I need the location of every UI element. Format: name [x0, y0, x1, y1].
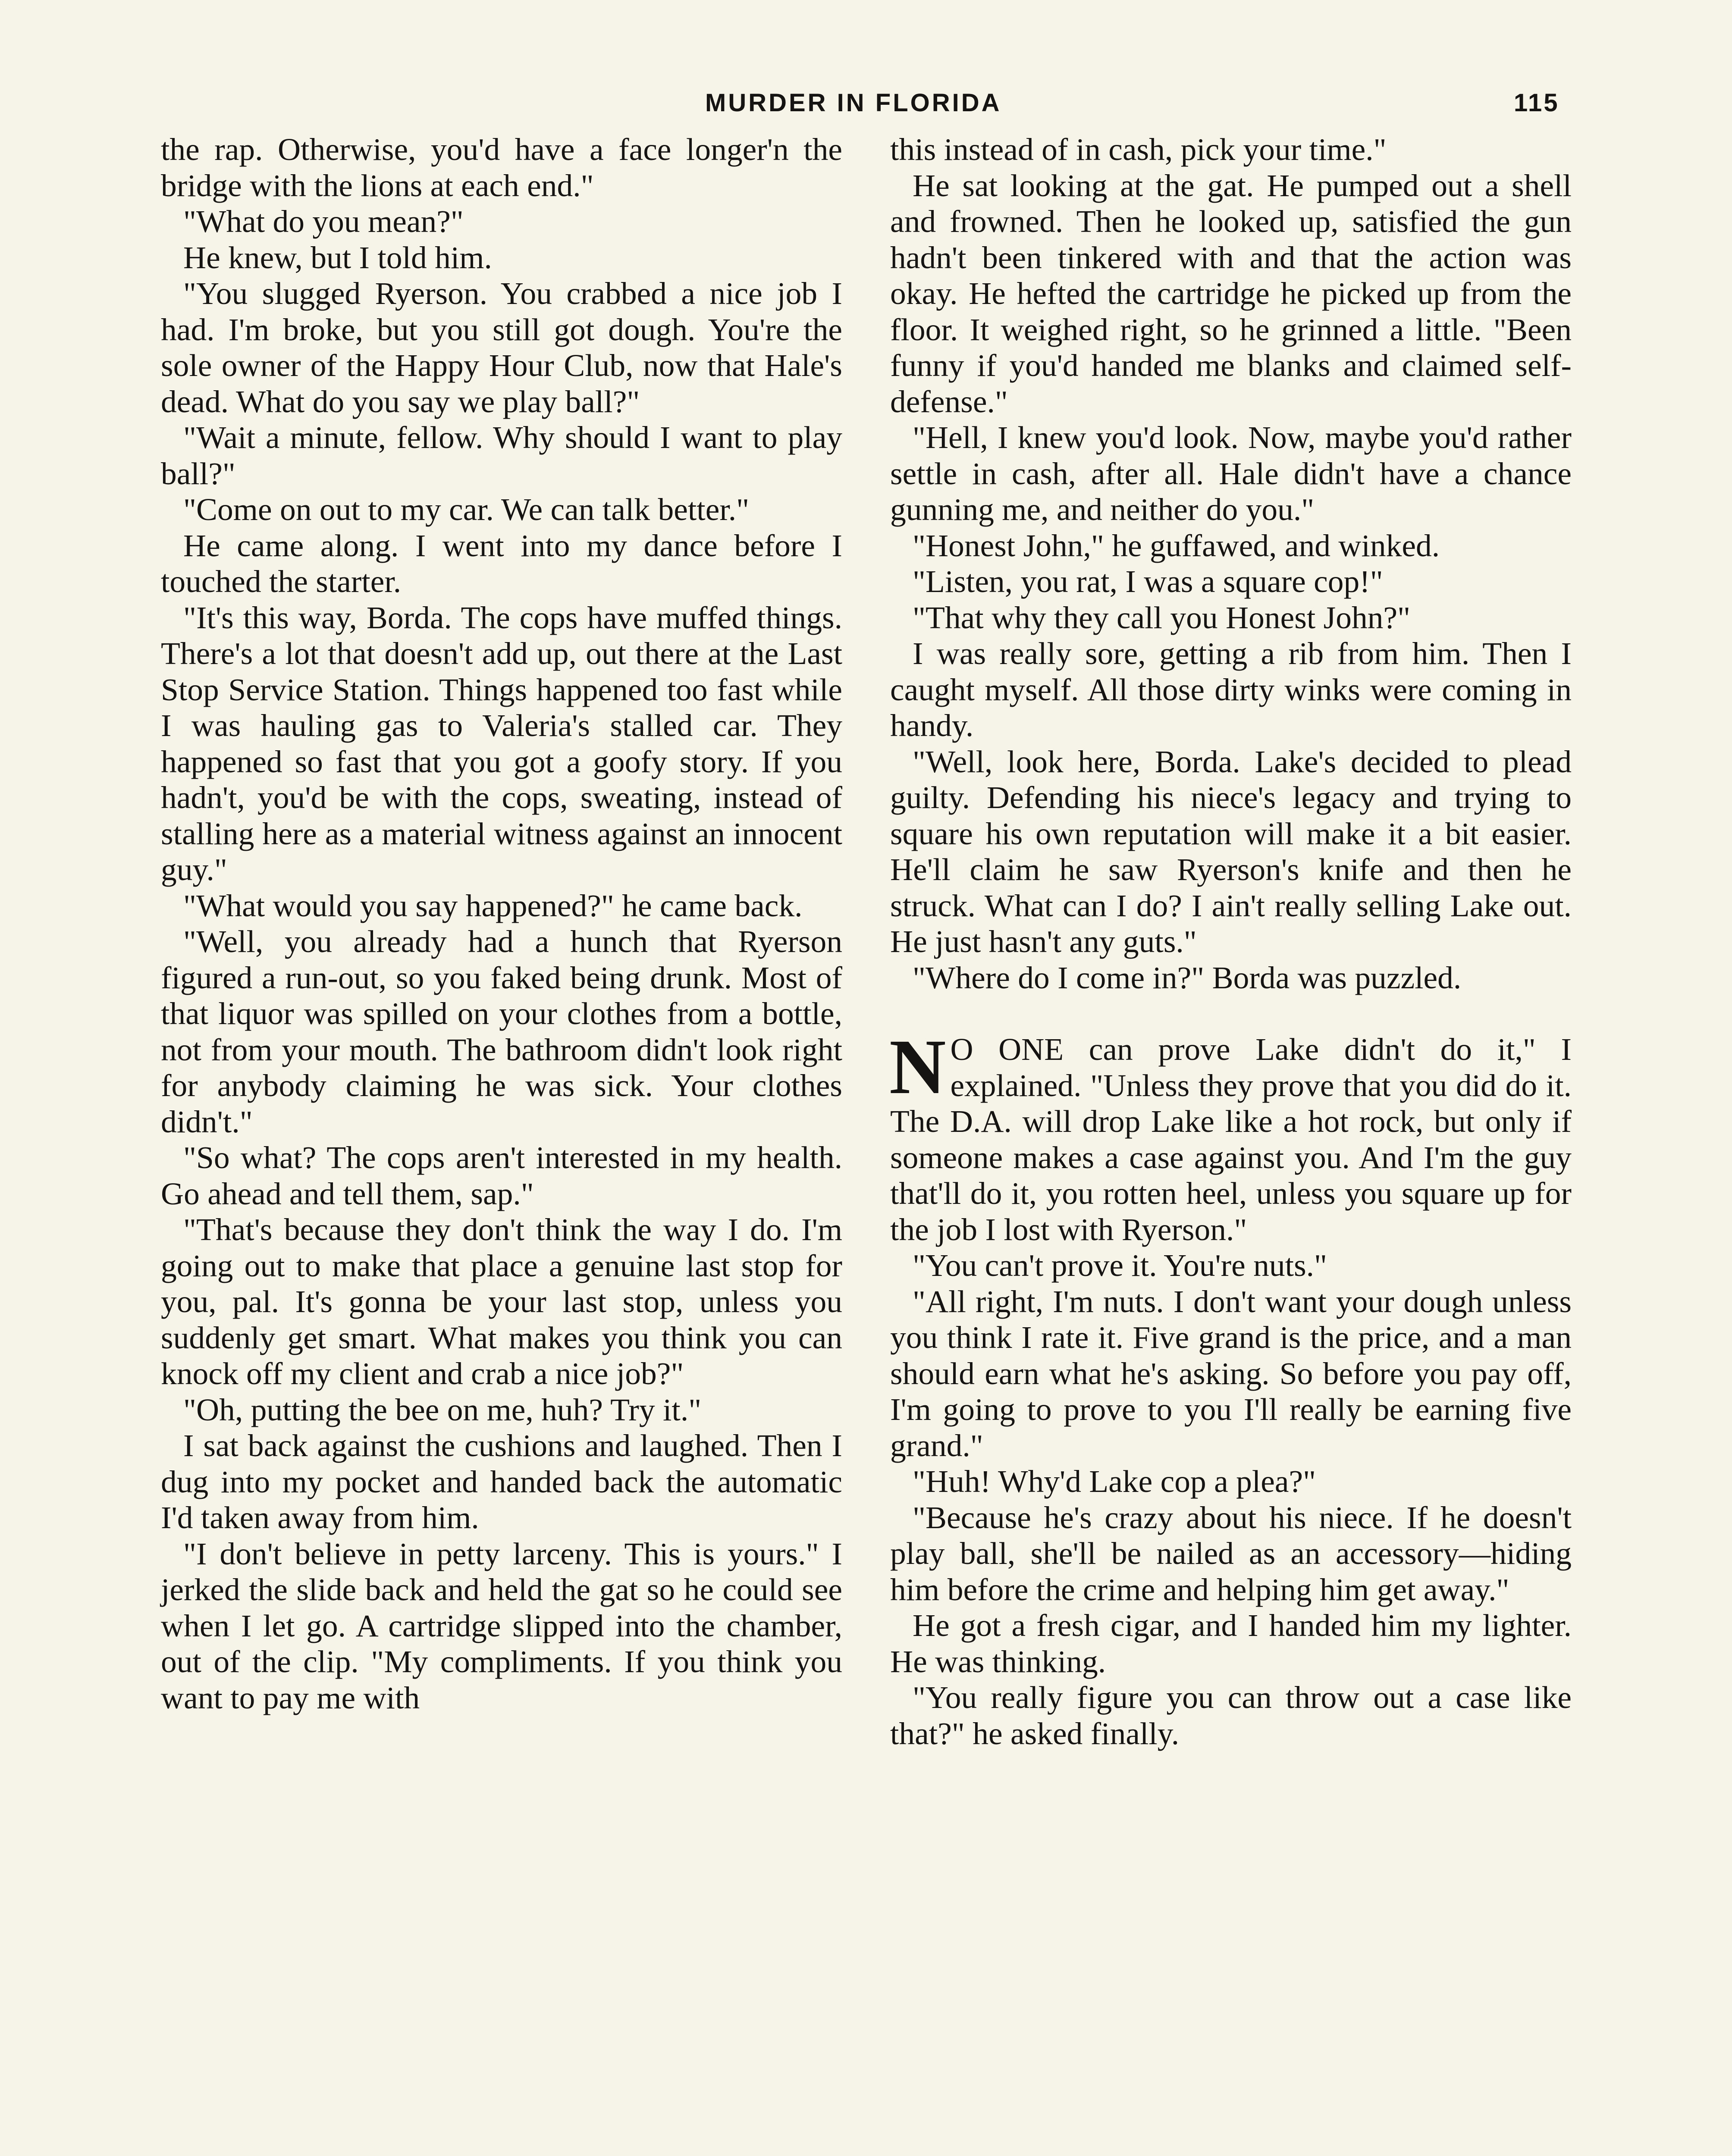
- paragraph: "You slugged Ryerson. You crabbed a nice job I had. I'm broke, but you still got dough. You're the sole owner of the Happy Hour Club, now that Hale's dead. What do you say we play ball?": [161, 276, 842, 419]
- section-opening-paragraph: [889, 1024, 1572, 1247]
- paragraph: "Because he's crazy about his niece. If he doesn't play ball, she'll be nailed as an accessory—hiding him before the crime and helping him get away.": [890, 1500, 1572, 1607]
- paragraph: "You can't prove it. You're nuts.": [913, 1248, 1327, 1283]
- paragraph-text: O ONE can prove Lake didn't do it," I explained. "Unless they prove that you did do it. The D.A. will drop Lake like a hot rock, but only if someone makes a case against you. And I'm the guy that'll do it, you rotten heel, unless you square up for the job I lost with Ryerson.": [890, 1032, 1572, 1247]
- paragraph: I sat back against the cushions and laughed. Then I dug into my pocket and handed back the automatic I'd taken away from him.: [161, 1428, 842, 1535]
- paragraph: "Listen, you rat, I was a square cop!": [913, 564, 1383, 599]
- page-number: 115: [1514, 89, 1559, 117]
- paragraph: "It's this way, Borda. The cops have muffed things. There's a lot that doesn't add up, out there at the Last Stop Service Station. Things happened too fast while I was hauling gas to Valeria's stalled car. They happened so fast that you got a goofy story. If you hadn't, you'd be with the cops, sweating, instead of stalling here as a material witness against an innocent guy.": [161, 600, 842, 887]
- paragraph: He sat looking at the gat. He pumped out a shell and frowned. Then he looked up, satisfied the gun hadn't been tinkered with and that the action was okay. He hefted the cartridge he picked up from the floor. It weighed right, so he grinned a little. "Been funny if you'd handed me blanks and claimed self-defense.": [890, 168, 1572, 419]
- paragraph: "I don't believe in petty larceny. This is yours." I jerked the slide back and held the gat so he could see when I let go. A cartridge slipped into the chamber, out of the clip. "My compliments. If you think you want to pay me with: [161, 1536, 842, 1715]
- paragraph: "Well, you already had a hunch that Ryerson figured a run-out, so you faked being drunk. Most of that liquor was spilled on your clothes from a bottle, not from your mouth. The bathroom didn't look right for anybody claiming he was sick. Your clothes didn't.": [161, 924, 842, 1139]
- paragraph: "Come on out to my car. We can talk better.": [183, 492, 750, 527]
- paragraph: "You really figure you can throw out a case like that?" he asked finally.: [890, 1680, 1572, 1751]
- paragraph: He came along. I went into my dance before I touched the starter.: [161, 528, 842, 599]
- paragraph: "What would you say happened?" he came back.: [183, 888, 803, 923]
- paragraph: this instead of in cash, pick your time.": [890, 132, 1387, 167]
- paragraph: He got a fresh cigar, and I handed him my lighter. He was thinking.: [890, 1608, 1572, 1679]
- paragraph: "Huh! Why'd Lake cop a plea?": [913, 1464, 1316, 1499]
- paragraph: "Well, look here, Borda. Lake's decided to plead guilty. Defending his niece's legacy and trying to square his own reputation will make it a bit easier. He'll claim he saw Ryerson's knife and then he struck. What can I do? I ain't really selling Lake out. He just hasn't any guts.": [890, 744, 1572, 959]
- paragraph: "All right, I'm nuts. I don't want your dough unless you think I rate it. Five grand is the price, and a man should earn what he's asking. So before you pay off, I'm going to prove to you I'll really be earning five grand.": [890, 1284, 1572, 1463]
- paragraph: "That why they call you Honest John?": [913, 600, 1411, 635]
- running-title: MURDER IN FLORIDA: [705, 89, 1002, 117]
- paragraph: "Where do I come in?" Borda was puzzled.: [913, 960, 1462, 995]
- paragraph: "What do you mean?": [183, 204, 464, 239]
- paragraph: He knew, but I told him.: [183, 240, 492, 275]
- left-column: [161, 132, 842, 1716]
- paragraph: "So what? The cops aren't interested in my health. Go ahead and tell them, sap.": [161, 1140, 842, 1211]
- paragraph: the rap. Otherwise, you'd have a face longer'n the bridge with the lions at each end.": [161, 132, 842, 203]
- paragraph: I was really sore, getting a rib from him. Then I caught myself. All those dirty winks were coming in handy.: [890, 636, 1572, 743]
- right-column: [890, 132, 1572, 1752]
- paragraph: "Hell, I knew you'd look. Now, maybe you'd rather settle in cash, after all. Hale didn't have a chance gunning me, and neither do you.": [890, 420, 1572, 527]
- paragraph: "Honest John," he guffawed, and winked.: [913, 528, 1440, 563]
- paragraph: "Wait a minute, fellow. Why should I want to play ball?": [161, 420, 842, 491]
- paragraph: "That's because they don't think the way I do. I'm going out to make that place a genuine last stop for you, pal. It's gonna be your last stop, unless you suddenly get smart. What makes you think you can knock off my client and crab a nice job?": [161, 1212, 842, 1391]
- paragraph: "Oh, putting the bee on me, huh? Try it.": [183, 1392, 702, 1427]
- drop-cap: N: [889, 1024, 946, 1110]
- running-head: [0, 88, 1732, 123]
